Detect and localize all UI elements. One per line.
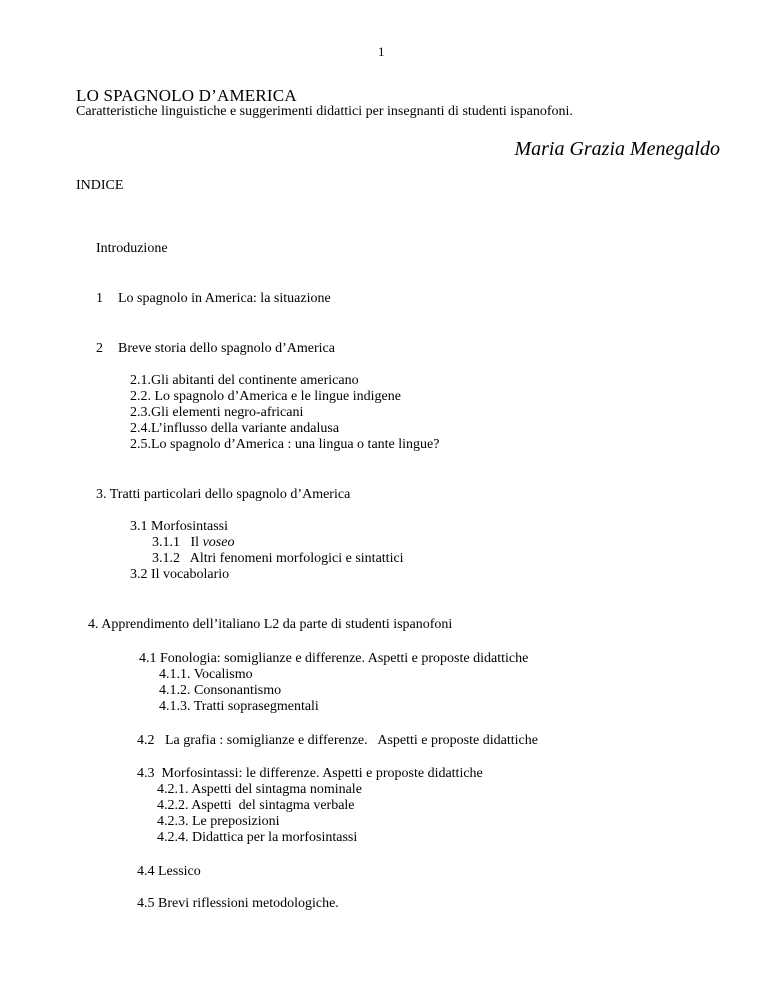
author-name: Maria Grazia Menegaldo: [514, 138, 720, 160]
toc-item: 4.1 Fonologia: somiglianze e differenze. Aspetti e proposte didattiche: [139, 651, 529, 666]
toc-section-title: Lo spagnolo in America: la situazione: [118, 291, 331, 306]
toc-item: 2.5.Lo spagnolo d’America : una lingua o tante lingue?: [130, 437, 440, 452]
toc-item: 3.1 Morfosintassi: [130, 519, 228, 534]
document-subtitle: Caratteristiche linguistiche e suggerimenti didattici per insegnanti di studenti ispanofoni.: [76, 104, 573, 119]
toc-subitem-prefix: 3.1.1 Il: [152, 535, 203, 550]
toc-item: 2.3.Gli elementi negro-africani: [130, 405, 304, 420]
toc-section-4-2: 4.2 La grafia : somiglianze e differenze. Aspetti e proposte didattiche: [137, 733, 538, 748]
toc-section-number: 1: [96, 291, 103, 306]
toc-subitem-italic: voseo: [202, 535, 235, 550]
toc-section-3-list: [130, 519, 404, 583]
toc-subitem: 4.1.1. Vocalismo: [159, 667, 253, 682]
toc-subitem: 4.1.2. Consonantismo: [159, 683, 282, 698]
toc-section-4-5: 4.5 Brevi riflessioni metodologiche.: [137, 896, 339, 911]
toc-introduction: Introduzione: [96, 241, 168, 256]
index-heading: INDICE: [76, 178, 124, 193]
toc-item: 2.1.Gli abitanti del continente americano: [130, 373, 359, 388]
toc-section-title: Breve storia dello spagnolo d’America: [118, 341, 335, 356]
toc-item: 3.2 Il vocabolario: [130, 567, 230, 582]
toc-section-2-list: [130, 373, 439, 453]
toc-section-4-1: [139, 651, 528, 715]
page-number: 1: [378, 44, 385, 59]
toc-item: 4.3 Morfosintassi: le differenze. Aspetti e proposte didattiche: [137, 766, 483, 781]
toc-section-2: [96, 341, 335, 357]
toc-subitem: 4.2.4. Didattica per la morfosintassi: [157, 830, 358, 845]
toc-item: 2.2. Lo spagnolo d’America e le lingue indigene: [130, 389, 401, 404]
toc-subitem: 3.1.2 Altri fenomeni morfologici e sintattici: [152, 551, 404, 566]
toc-subitem: 4.2.2. Aspetti del sintagma verbale: [157, 798, 355, 813]
toc-section-4: 4. Apprendimento dell’italiano L2 da parte di studenti ispanofoni: [88, 617, 453, 632]
toc-section-4-4: 4.4 Lessico: [137, 864, 201, 879]
toc-subitem: 4.1.3. Tratti soprasegmentali: [159, 699, 319, 714]
toc-subitem: 4.2.1. Aspetti del sintagma nominale: [157, 782, 362, 797]
toc-section-4-3: [137, 766, 483, 846]
toc-section-number: 2: [96, 341, 103, 356]
document-title: LO SPAGNOLO D’AMERICA: [76, 86, 297, 105]
toc-section-3: 3. Tratti particolari dello spagnolo d’America: [96, 487, 351, 502]
toc-subitem: [130, 535, 404, 551]
toc-subitem: 4.2.3. Le preposizioni: [157, 814, 280, 829]
toc-section-1: [96, 291, 331, 307]
toc-item: 2.4.L’influsso della variante andalusa: [130, 421, 340, 436]
